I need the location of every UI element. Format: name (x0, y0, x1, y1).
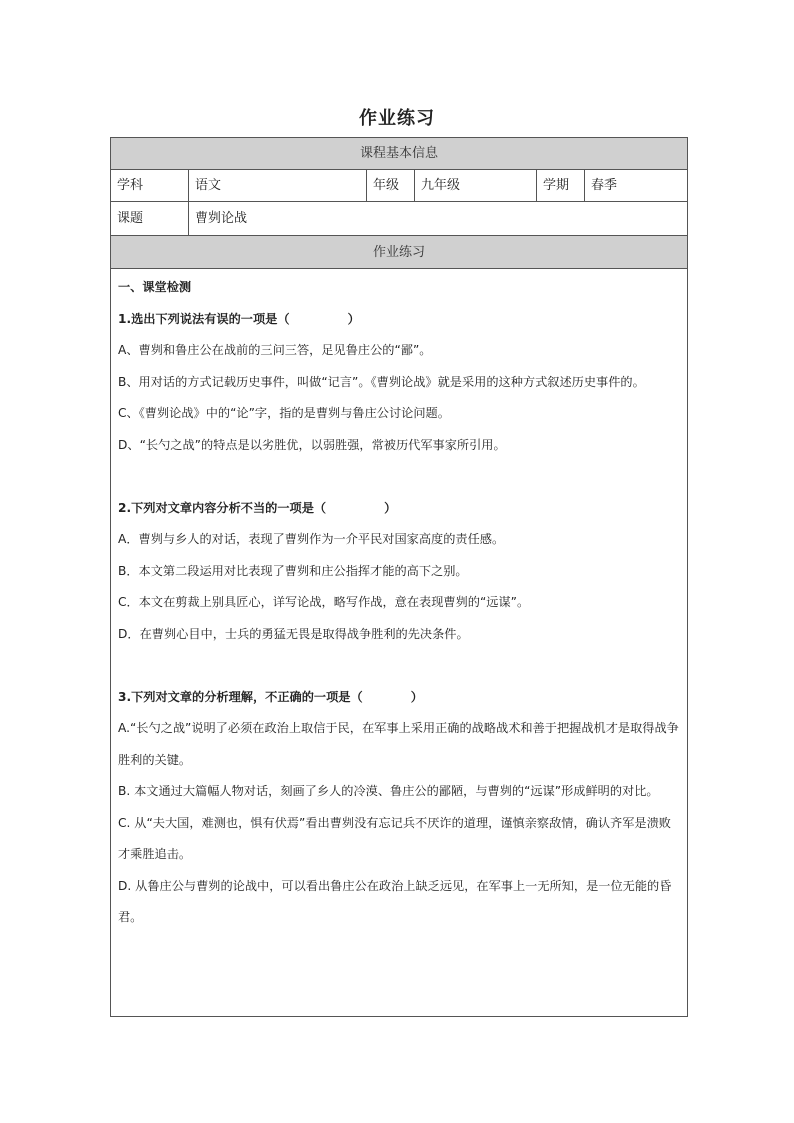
question-2-option-d: D．在曹刿心目中，士兵的勇猛无畏是取得战争胜利的先决条件。 (118, 626, 469, 641)
course-info-header: 课程基本信息 (111, 138, 687, 170)
question-3-option-c: C. 从“夫大国，难测也，惧有伏焉”看出曹刿没有忘记兵不厌诈的道理，谨慎亲察敌情，确认齐军是溃败才乘胜追击。 (118, 815, 671, 861)
section-title: 一、课堂检测 (118, 280, 192, 294)
term-value: 春季 (591, 178, 618, 193)
topic-value: 曹刿论战 (195, 211, 248, 226)
subject-label: 学科 (111, 170, 189, 201)
question-3-option-d: D. 从鲁庄公与曹刿的论战中，可以看出鲁庄公在政治上缺乏远见，在军事上一无所知，是一位无能的昏君。 (118, 878, 672, 924)
question-3-stem: 3.下列对文章的分析理解，不正确的一项是（ ） (118, 689, 423, 704)
practice-content (111, 272, 687, 934)
question-1-option-c: C、《曹刿论战》中的“论”字，指的是曹刿与鲁庄公讨论问题。 (118, 406, 450, 420)
course-info-row (111, 170, 687, 202)
term-label: 学期 (537, 170, 585, 201)
question-2-option-a: A．曹刿与乡人的对话，表现了曹刿作为一介平民对国家高度的责任感。 (118, 532, 505, 546)
homework-table (110, 137, 688, 1017)
topic-row (111, 202, 687, 236)
question-3-option-a: A.“长勺之战”说明了必须在政治上取信于民，在军事上采用正确的战略战术和善于把握战机才是取得战争胜利的关键。 (118, 721, 679, 767)
question-1-option-a: A、曹刿和鲁庄公在战前的三问三答，足见鲁庄公的“鄙”。 (118, 343, 432, 357)
topic-label: 课题 (111, 202, 189, 235)
question-2-option-b: B．本文第二段运用对比表现了曹刿和庄公指挥才能的高下之别。 (118, 563, 468, 578)
document-title: 作业练习 (359, 108, 435, 129)
question-3-option-b: B. 本文通过大篇幅人物对话，刻画了乡人的冷漠、鲁庄公的鄙陋，与曹刿的“远谋”形成鲜明的对比。 (118, 784, 659, 798)
grade-value: 九年级 (415, 170, 537, 201)
practice-header: 作业练习 (111, 236, 687, 269)
question-1-stem: 1.选出下列说法有误的一项是（ ） (118, 311, 360, 326)
question-2-stem: 2.下列对文章内容分析不当的一项是（ ） (118, 500, 397, 515)
question-1-option-d: D、“长勺之战”的特点是以劣胜优，以弱胜强，常被历代军事家所引用。 (118, 437, 506, 452)
question-1-option-b: B、用对话的方式记载历史事件，叫做“记言”。《曹刿论战》就是采用的这种方式叙述历史事件的。 (118, 374, 645, 389)
question-2-option-c: C．本文在剪裁上别具匠心，详写论战，略写作战，意在表现曹刿的“远谋”。 (118, 595, 530, 609)
grade-label: 年级 (367, 170, 415, 201)
subject-value: 语文 (189, 170, 367, 201)
